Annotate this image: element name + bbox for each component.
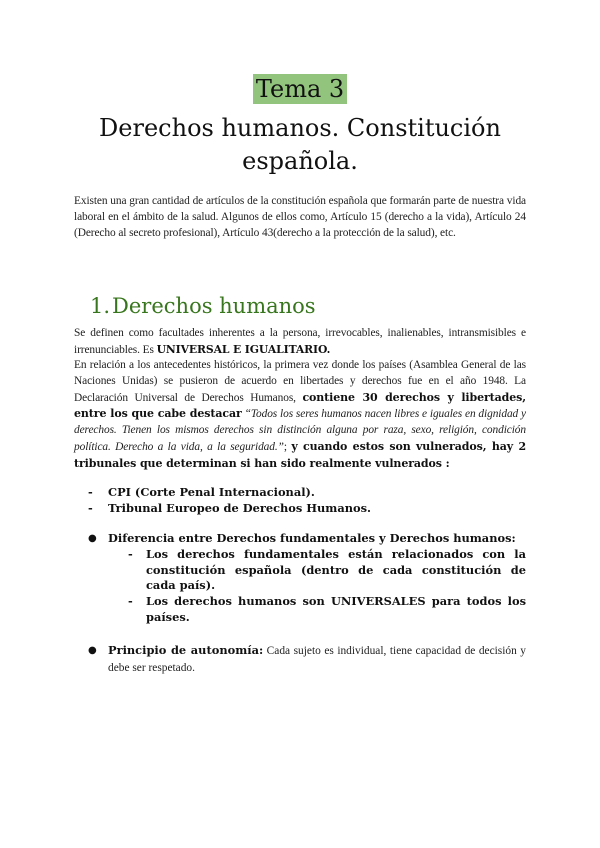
topic-label: Tema 3 [253, 74, 347, 104]
fundamental-rights-text: Los derechos fundamentales están relacionados con la constitución española (dentro de cada constitución de cada país). [146, 546, 526, 593]
human-rights-text: Los derechos humanos son UNIVERSALES para todos los países. [146, 594, 526, 624]
history-quote: “Todos los seres humanos nacen libres e iguales en dignidad y derechos. Tienen los mismos derechos sin distinción alguna por raza, sexo, religión, condición política. Derecho a la vida, a la seguridad.” [74, 408, 526, 453]
definition-paragraph [74, 326, 526, 359]
tribunals-list [88, 485, 371, 517]
page-title-line1: Derechos humanos. Constitución [99, 114, 501, 142]
history-text: En relación a los antecedentes históricos, la primera vez donde los países (Asamblea General de las Naciones Unidas) se pusieron de acuerdo en libertades y derechos fue en el año 1948. La Declaración Universal de Derechos Humanos, [74, 359, 526, 404]
dash-marker: - [128, 546, 133, 561]
history-sep: ; [283, 440, 292, 453]
sub-item [128, 547, 526, 594]
bullet-dot-icon: ● [88, 533, 97, 544]
list-item [88, 501, 371, 517]
autonomy-bullet [88, 643, 526, 677]
bullet-row [88, 531, 526, 547]
section-number: 1. [90, 294, 111, 318]
dash-marker: - [88, 485, 93, 499]
autonomy-text [108, 643, 526, 677]
history-bold-2: y cuando estos son vulnerados, hay 2 tribunales que determinan si han sido realmente vulnerados : [74, 439, 526, 470]
definition-text: Se definen como facultades inherentes a la persona, irrevocables, inalienables, intransmisibles e irrenunciables. Es [74, 327, 526, 356]
sub-item [128, 594, 526, 626]
history-bold-1: contiene 30 derechos y libertades, entre los que cabe destacar [74, 390, 526, 421]
bullet-dot-icon: ● [88, 645, 97, 656]
autonomy-description: Cada sujeto es individual, tiene capacidad de decisión y debe ser respetado. [108, 645, 526, 674]
topic-label-wrapper [0, 74, 600, 104]
list-item [88, 485, 371, 501]
dash-marker: - [88, 500, 93, 515]
differences-bullet [88, 531, 526, 626]
section-heading [90, 292, 316, 320]
page-title-line2: española. [242, 147, 358, 175]
autonomy-title: Principio de autonomía: [108, 643, 264, 657]
tribunal-tedh: Tribunal Europeo de Derechos Humanos. [108, 500, 371, 515]
differences-title: Diferencia entre Derechos fundamentales y Derechos humanos: [108, 531, 516, 545]
history-paragraph [74, 358, 526, 473]
page-title [60, 112, 540, 178]
tribunal-cpi: CPI (Corte Penal Internacional). [108, 485, 315, 499]
bullet-row [88, 643, 526, 677]
definition-bold: UNIVERSAL E IGUALITARIO. [156, 342, 331, 356]
intro-paragraph: Existen una gran cantidad de artículos de la constitución española que formarán parte de nuestra vida laboral en el ámbito de la salud. Algunos de ellos como, Artículo 15 (derecho a la vida), Artículo 24 (Derecho al secreto profesional), Artículo 43(derecho a la protección de la salud), etc. [74, 195, 526, 239]
section-title: Derechos humanos [112, 294, 316, 318]
dash-marker: - [128, 594, 133, 609]
